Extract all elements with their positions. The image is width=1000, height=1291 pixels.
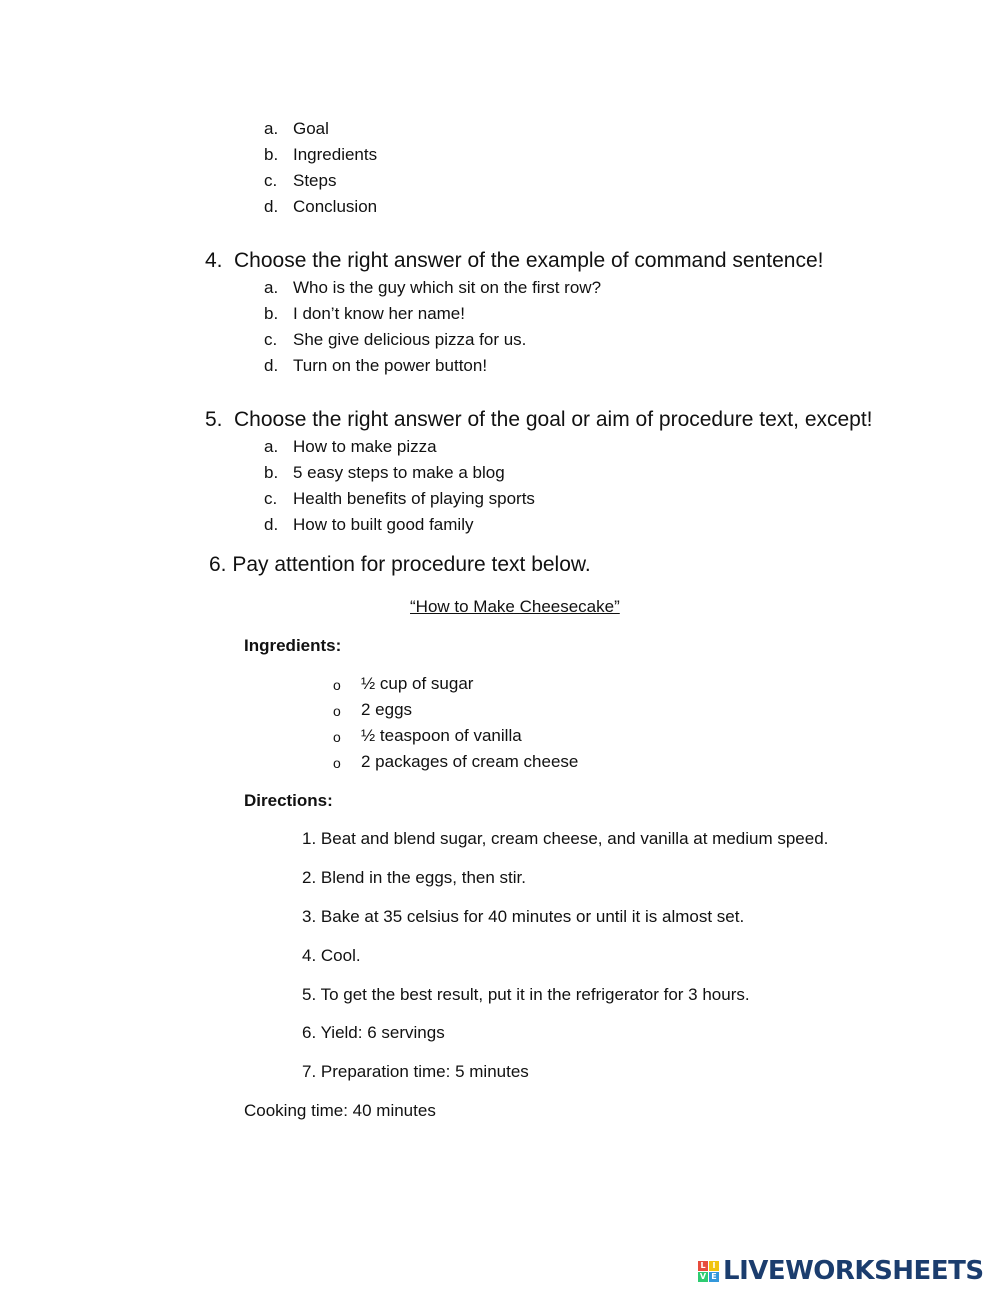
bullet-icon: o	[333, 703, 341, 719]
bullet-icon: o	[333, 755, 341, 771]
logo-block: I	[709, 1261, 719, 1271]
q5-option-d-letter: d.	[264, 515, 279, 534]
logo-text: LIVEWORKSHEETS	[723, 1256, 984, 1286]
q4-option-a-letter: a.	[264, 278, 279, 297]
logo-block: E	[709, 1272, 719, 1282]
recipe-title: “How to Make Cheesecake”	[410, 597, 620, 616]
ingredient-item: 2 packages of cream cheese	[361, 752, 579, 771]
directions-heading: Directions:	[244, 791, 333, 810]
q3-option-a-text: Goal	[293, 119, 329, 138]
q6-text: 6. Pay attention for procedure text below.	[209, 553, 591, 576]
q3-option-d-text: Conclusion	[293, 197, 378, 216]
liveworksheets-logo	[698, 1256, 984, 1286]
ingredient-item: ½ teaspoon of vanilla	[361, 726, 522, 745]
ingredient-item: 2 eggs	[361, 700, 413, 719]
direction-step: 6. Yield: 6 servings	[302, 1023, 445, 1042]
q4-option-d-text: Turn on the power button!	[293, 356, 488, 375]
direction-step: 7. Preparation time: 5 minutes	[302, 1062, 529, 1081]
direction-step: 1. Beat and blend sugar, cream cheese, and vanilla at medium speed.	[302, 829, 829, 848]
q5-option-b-letter: b.	[264, 463, 279, 482]
cooking-time: Cooking time: 40 minutes	[244, 1101, 436, 1120]
direction-step: 5. To get the best result, put it in the refrigerator for 3 hours.	[302, 985, 750, 1004]
q5-text: Choose the right answer of the goal or aim of procedure text, except!	[234, 408, 873, 431]
q5-option-a-text: How to make pizza	[293, 437, 437, 456]
q3-option-a-letter: a.	[264, 119, 279, 138]
q3-option-b-text: Ingredients	[293, 145, 378, 164]
q4-option-c-text: She give delicious pizza for us.	[293, 330, 527, 349]
direction-step: 4. Cool.	[302, 946, 361, 965]
q5-option-c-text: Health benefits of playing sports	[293, 489, 535, 508]
q5-option-a-letter: a.	[264, 437, 279, 456]
q5-option-b-text: 5 easy steps to make a blog	[293, 463, 505, 482]
q3-option-b-letter: b.	[264, 145, 279, 164]
q4-option-c-letter: c.	[264, 330, 278, 349]
q5-option-d-text: How to built good family	[293, 515, 474, 534]
bullet-icon: o	[333, 729, 341, 745]
q3-option-c-letter: c.	[264, 171, 278, 190]
logo-block: V	[699, 1271, 707, 1281]
q4-option-d-letter: d.	[264, 356, 279, 375]
ingredients-heading: Ingredients:	[244, 636, 342, 655]
ingredient-item: ½ cup of sugar	[361, 674, 474, 693]
logo-blocks-icon	[698, 1261, 719, 1282]
q3-option-c-text: Steps	[293, 171, 337, 190]
direction-step: 2. Blend in the eggs, then stir.	[302, 868, 526, 887]
q4-option-b-text: I don’t know her name!	[293, 304, 465, 323]
q3-option-d-letter: d.	[264, 197, 279, 216]
logo-block: L	[698, 1261, 708, 1271]
q4-option-b-letter: b.	[264, 304, 279, 323]
direction-step: 3. Bake at 35 celsius for 40 minutes or until it is almost set.	[302, 907, 745, 926]
q4-number: 4.	[205, 249, 223, 272]
q4-option-a-text: Who is the guy which sit on the first row?	[293, 278, 602, 297]
q5-option-c-letter: c.	[264, 489, 278, 508]
bullet-icon: o	[333, 677, 341, 693]
q4-text: Choose the right answer of the example of command sentence!	[234, 249, 824, 272]
q5-number: 5.	[205, 408, 223, 431]
